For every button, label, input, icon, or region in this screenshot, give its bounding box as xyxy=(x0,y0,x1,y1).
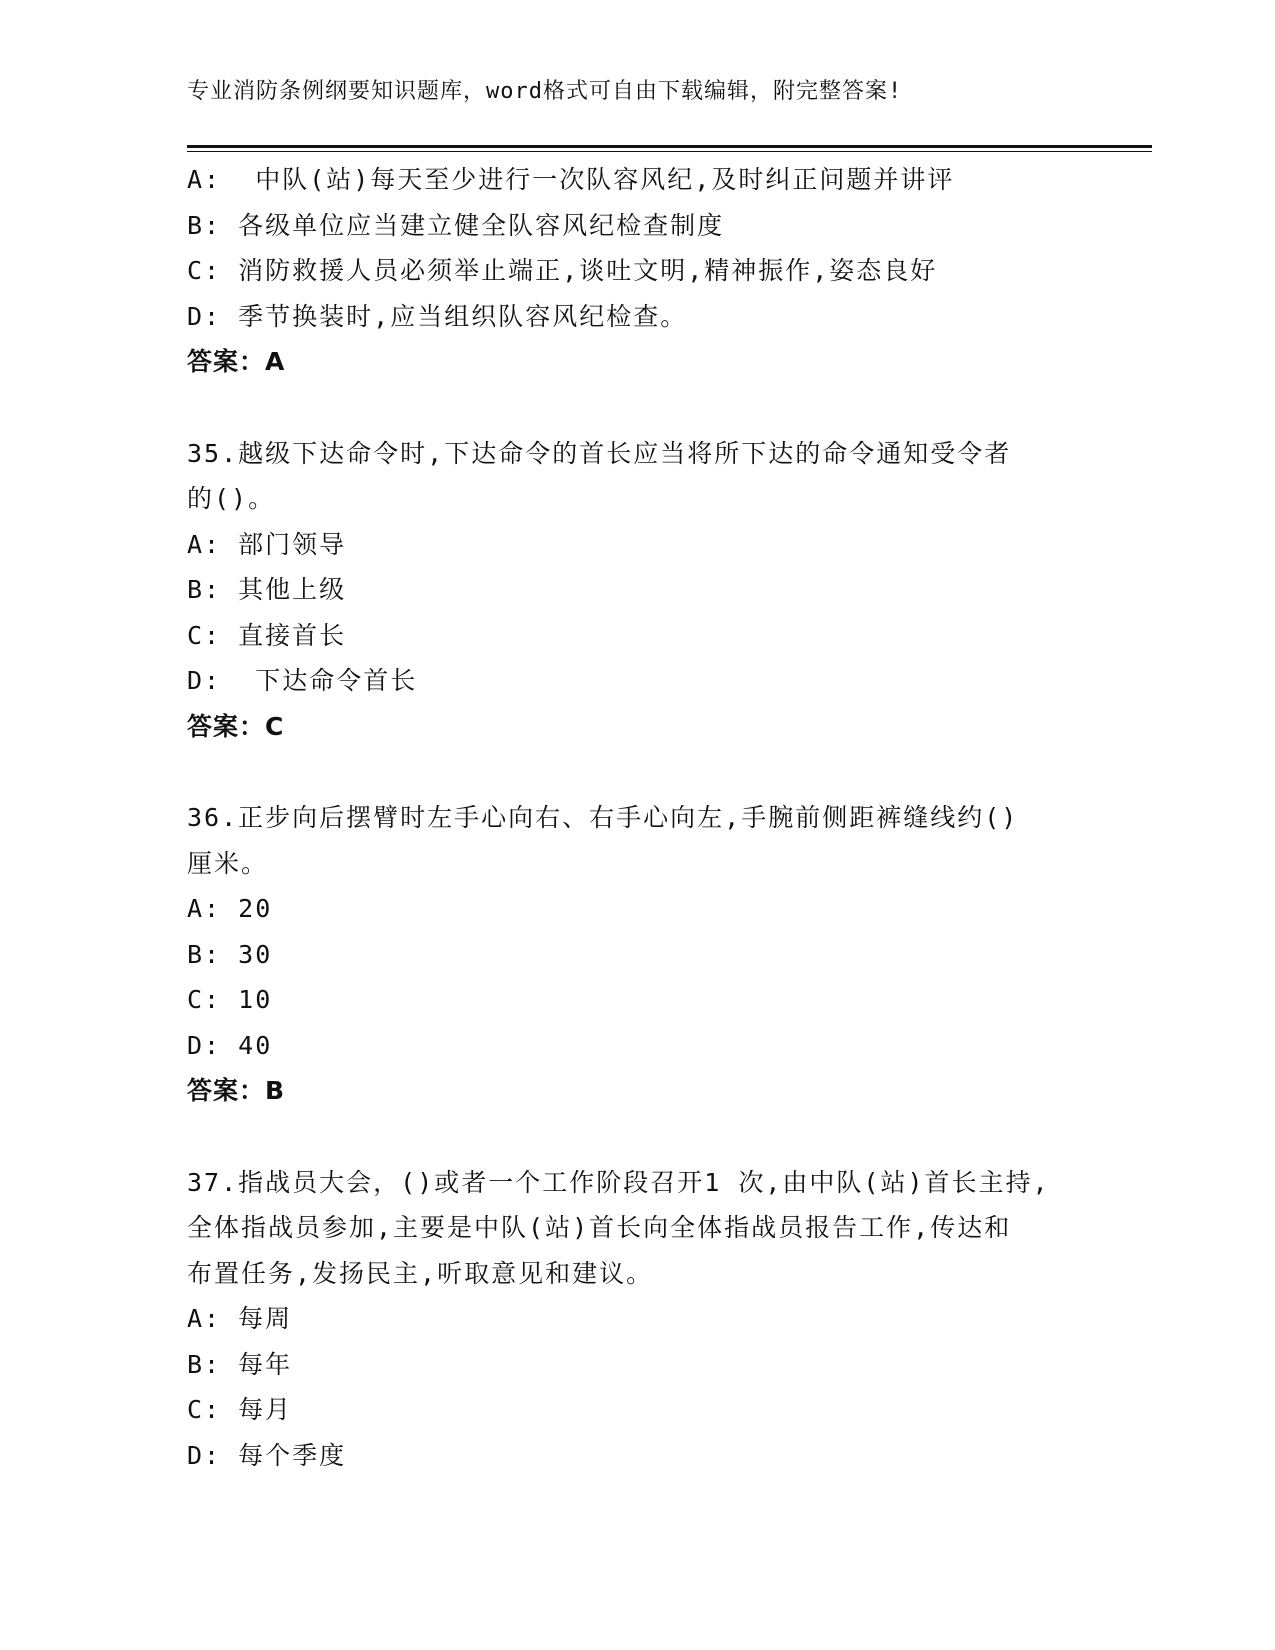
question-stem: 37.指战员大会，()或者一个工作阶段召开1 次,由中队(站)首长主持, xyxy=(187,1167,1050,1197)
option-b: B: 其他上级 xyxy=(187,575,347,604)
question-35-block xyxy=(187,431,1087,750)
question-stem: 布置任务,发扬民主,听取意见和建议。 xyxy=(187,1258,654,1288)
header-rule-thick xyxy=(187,145,1152,148)
answer-label: 答案：B xyxy=(187,1076,286,1105)
option-d: D: 下达命令首长 xyxy=(187,666,418,695)
prev-question-block xyxy=(187,157,1087,385)
spacer xyxy=(187,385,1087,431)
option-a: A: 部门领导 xyxy=(187,529,347,559)
spacer xyxy=(187,1114,1087,1160)
question-stem: 厘米。 xyxy=(187,848,269,878)
option-a: A: 每周 xyxy=(187,1304,293,1333)
answer-label: 答案：C xyxy=(187,711,285,741)
option-c: C: 10 xyxy=(187,985,273,1014)
option-d: D: 40 xyxy=(187,1030,273,1060)
option-a: A: 中队(站)每天至少进行一次队容风纪,及时纠正问题并讲评 xyxy=(187,165,955,194)
option-b: B: 30 xyxy=(187,939,273,969)
option-b: B: 每年 xyxy=(187,1349,293,1379)
option-d: D: 季节换装时,应当组织队容风纪检查。 xyxy=(187,301,688,331)
option-b: B: 各级单位应当建立健全队容风纪检查制度 xyxy=(187,210,725,240)
option-c: C: 消防救援人员必须举止端正,谈吐文明,精神振作,姿态良好 xyxy=(187,256,938,285)
header-rule-thin xyxy=(187,151,1152,152)
question-36-block xyxy=(187,795,1087,1114)
option-a: A: 20 xyxy=(187,894,273,923)
question-37-block xyxy=(187,1160,1087,1479)
option-d: D: 每个季度 xyxy=(187,1440,347,1470)
question-stem: 的()。 xyxy=(187,484,276,513)
option-c: C: 每月 xyxy=(187,1395,293,1424)
spacer xyxy=(187,749,1087,795)
option-c: C: 直接首长 xyxy=(187,620,347,650)
page-header: 专业消防条例纲要知识题库，word格式可自由下载编辑，附完整答案! xyxy=(187,79,903,104)
question-stem: 全体指战员参加,主要是中队(站)首长向全体指战员报告工作,传达和 xyxy=(187,1213,1012,1242)
question-stem: 35.越级下达命令时,下达命令的首长应当将所下达的命令通知受令者 xyxy=(187,438,1012,468)
question-content xyxy=(187,157,1087,1478)
question-stem: 36.正步向后摆臂时左手心向右、右手心向左,手腕前侧距裤缝线约() xyxy=(187,803,1019,832)
answer-label: 答案：A xyxy=(187,347,286,376)
